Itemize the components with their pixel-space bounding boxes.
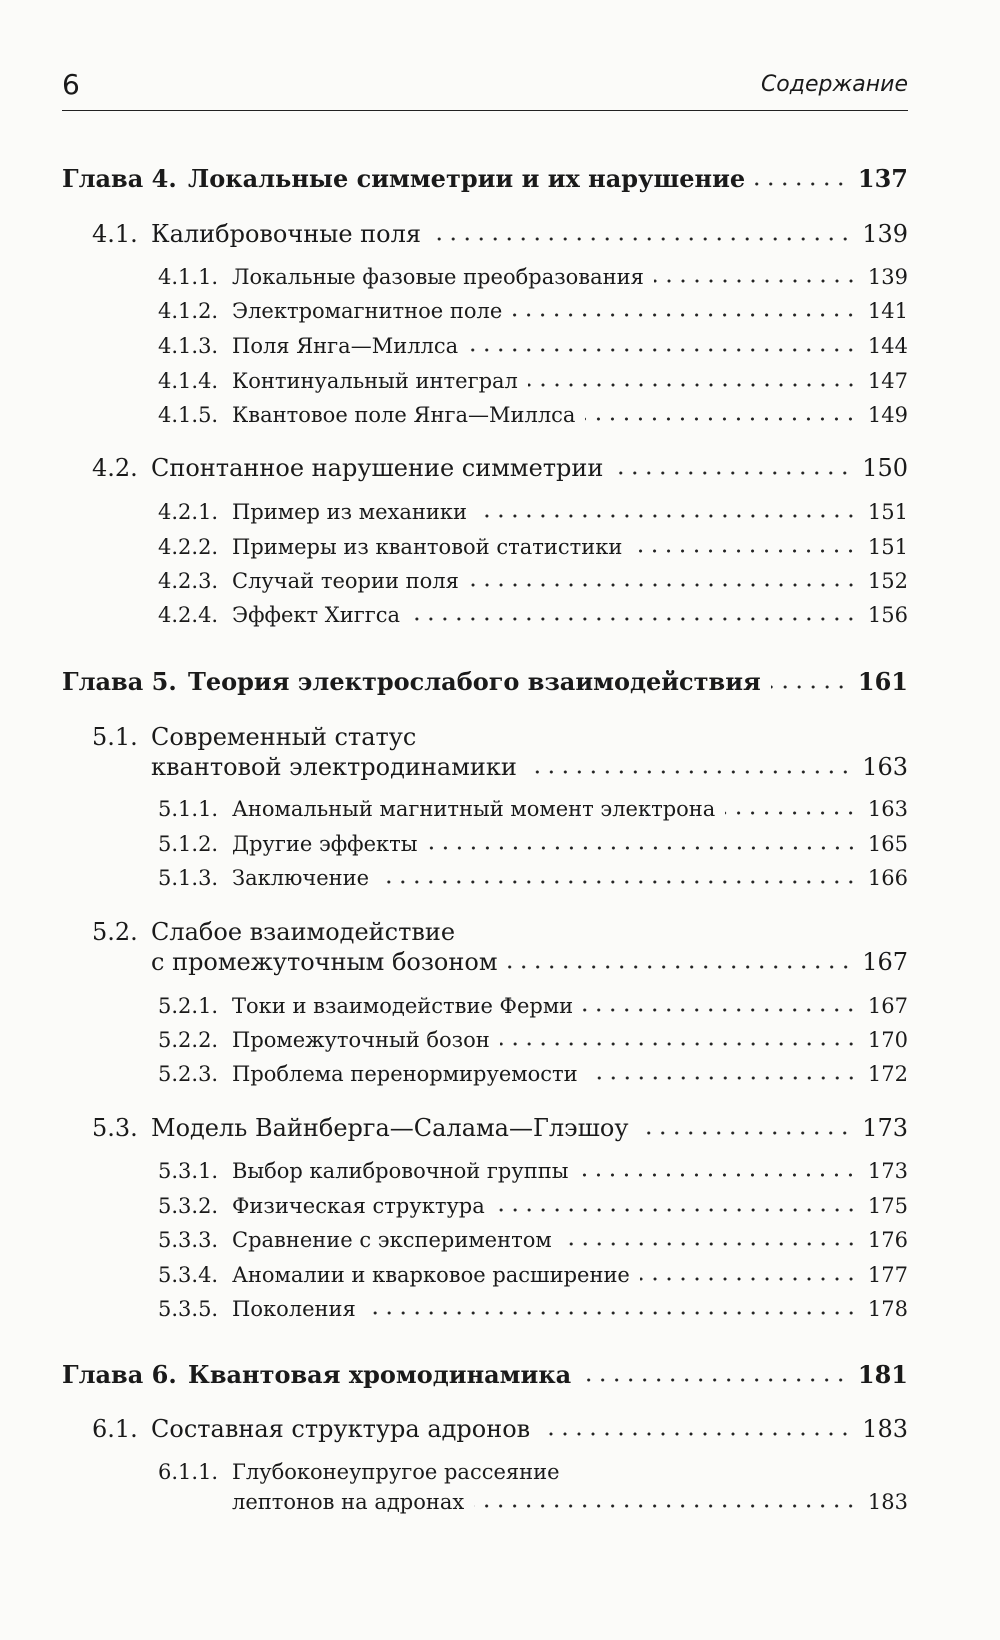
entry-number: 5.1.2. [158,832,219,856]
entry-title: Заключение [232,866,370,890]
entry-number: 4.2.2. [158,535,219,559]
toc-entry[interactable] [158,1028,908,1052]
entry-page-number: 139 [862,220,908,248]
entry-title: Локальные симметрии и их нарушение [188,164,746,193]
toc-entry[interactable] [158,1194,908,1218]
entry-title: квантовой электродинамики [151,753,517,781]
toc-entry-title-line1: Слабое взаимодействие [151,918,456,946]
running-title: Содержание [760,72,908,97]
entry-number: 5.2. [92,918,138,946]
dot-leader [588,1075,858,1081]
dot-leader [431,236,852,242]
entry-page-number: 139 [867,265,908,289]
toc-chapter[interactable] [62,667,908,696]
entry-title: Другие эффекты [232,832,418,856]
dot-leader [632,548,858,554]
toc-entry[interactable] [158,603,908,627]
toc-entry[interactable] [92,454,908,482]
entry-number: 5.3.5. [158,1297,219,1321]
dot-leader [428,845,858,851]
entry-title: Выбор калибровочной группы [232,1159,569,1183]
page-number: 6 [62,68,80,101]
entry-page-number: 176 [867,1228,908,1252]
dot-leader [527,769,852,775]
entry-number: 4.1.5. [158,403,219,427]
toc-entry[interactable] [158,1263,908,1287]
dot-leader [500,1041,858,1047]
entry-page-number: 149 [867,403,908,427]
entry-number: 5.3.2. [158,1194,219,1218]
toc-entry[interactable] [158,369,908,393]
entry-page-number: 183 [862,1415,908,1443]
entry-page-number: 156 [867,603,908,627]
entry-number: 5.3.3. [158,1228,219,1252]
entry-page-number: 183 [867,1490,908,1514]
entry-page-number: 170 [867,1028,908,1052]
toc-entry[interactable] [158,299,908,323]
entry-page-number: 152 [867,569,908,593]
toc-entry[interactable] [158,403,908,427]
entry-page-number: 166 [867,866,908,890]
entry-title: Поля Янга—Миллса [232,334,459,358]
dot-leader [474,1503,858,1509]
entry-page-number: 177 [867,1263,908,1287]
entry-number: Глава 4. [62,164,177,193]
entry-title: Аномалии и кварковое расширение [232,1263,630,1287]
entry-title: Сравнение с экспериментом [232,1228,552,1252]
entry-page-number: 163 [862,753,908,781]
dot-leader [638,1130,852,1136]
entry-page-number: 141 [867,299,908,323]
dot-leader [562,1241,858,1247]
toc-entry[interactable] [158,334,908,358]
entry-number: 5.1.3. [158,866,219,890]
entry-title: Модель Вайнберга—Салама—Глэшоу [151,1114,629,1142]
dot-leader [468,347,858,353]
dot-leader [528,382,858,388]
toc-entry[interactable] [158,797,908,821]
entry-title: Аномальный магнитный момент электрона [232,797,716,821]
dot-leader [725,810,858,816]
entry-title: Квантовое поле Янга—Миллса [232,403,576,427]
entry-number: 4.1. [92,220,138,248]
entry-number: Глава 6. [62,1360,177,1389]
entry-title: лептонов на адронах [232,1490,465,1514]
entry-title: Калибровочные поля [151,220,421,248]
entry-number: 4.2. [92,454,138,482]
toc-entry[interactable] [158,1297,908,1321]
entry-title: Физическая структура [232,1194,485,1218]
entry-number: 4.1.4. [158,369,219,393]
entry-number: 5.2.2. [158,1028,219,1052]
entry-title: Теория электрослабого взаимодействия [188,667,761,696]
header-rule [62,110,908,111]
entry-title: Примеры из квантовой статистики [232,535,623,559]
dot-leader [379,879,858,885]
entry-title: Проблема перенормируемости [232,1062,578,1086]
toc-chapter[interactable] [62,164,908,193]
toc-entry[interactable] [158,1159,908,1183]
dot-leader [613,470,852,476]
dot-leader [512,312,858,318]
dot-leader [771,684,848,690]
dot-leader [508,964,853,970]
entry-number: 4.1.1. [158,265,219,289]
entry-title: Электромагнитное поле [232,299,503,323]
entry-title: Составная структура адронов [151,1415,531,1443]
toc-entry[interactable] [158,866,908,890]
entry-title: Континуальный интеграл [232,369,518,393]
entry-number: 5.1.1. [158,797,219,821]
entry-page-number: 181 [857,1360,908,1389]
toc-entry[interactable] [158,535,908,559]
dot-leader [585,416,857,422]
dot-leader [583,1007,858,1013]
dot-leader [581,1377,848,1383]
entry-number: 4.2.3. [158,569,219,593]
toc-entry[interactable] [92,1415,908,1443]
entry-page-number: 163 [867,797,908,821]
entry-page-number: 167 [862,948,908,976]
entry-number: 5.2.3. [158,1062,219,1086]
entry-number: 5.1. [92,723,138,751]
dot-leader [495,1207,858,1213]
entry-number: 5.3.4. [158,1263,219,1287]
toc-chapter[interactable] [62,1360,908,1389]
entry-page-number: 165 [867,832,908,856]
toc-entry[interactable] [92,1114,908,1142]
entry-number: 5.3. [92,1114,138,1142]
entry-page-number: 147 [867,369,908,393]
dot-leader [477,513,858,519]
entry-title: Случай теории поля [232,569,459,593]
dot-leader [410,616,858,622]
entry-title: Эффект Хиггса [232,603,401,627]
entry-page-number: 144 [867,334,908,358]
toc-entry[interactable] [158,994,908,1018]
toc-entry[interactable] [158,265,908,289]
dot-leader [578,1172,857,1178]
entry-page-number: 172 [867,1062,908,1086]
dot-leader [654,278,858,284]
entry-page-number: 161 [857,667,908,696]
toc-entry[interactable] [92,220,908,248]
entry-number: 4.1.2. [158,299,219,323]
entry-page-number: 137 [857,164,908,193]
entry-number: 4.1.3. [158,334,219,358]
toc-entry[interactable] [158,832,908,856]
entry-number: 5.3.1. [158,1159,219,1183]
entry-page-number: 175 [867,1194,908,1218]
entry-number: 4.2.1. [158,500,219,524]
entry-number: 6.1.1. [158,1460,219,1484]
dot-leader [366,1310,858,1316]
entry-title: Поколения [232,1297,356,1321]
entry-title: Токи и взаимодействие Ферми [232,994,574,1018]
entry-title: Спонтанное нарушение симметрии [151,454,604,482]
entry-number: 5.2.1. [158,994,219,1018]
entry-number: 4.2.4. [158,603,219,627]
dot-leader [640,1276,858,1282]
entry-number: 6.1. [92,1415,138,1443]
entry-page-number: 178 [867,1297,908,1321]
toc-entry-title-line1: Глубоконеупругое рассеяние [232,1460,560,1484]
dot-leader [469,582,858,588]
entry-title: Квантовая хромодинамика [188,1360,572,1389]
toc-entry[interactable] [158,1228,908,1252]
entry-number: Глава 5. [62,667,177,696]
entry-page-number: 167 [867,994,908,1018]
toc-entry-title-line1: Современный статус [151,723,417,751]
dot-leader [755,181,848,187]
entry-page-number: 151 [867,535,908,559]
entry-title: Промежуточный бозон [232,1028,490,1052]
toc-entry[interactable] [158,569,908,593]
entry-page-number: 173 [867,1159,908,1183]
entry-title: с промежуточным бозоном [151,948,498,976]
entry-title: Локальные фазовые преобразования [232,265,644,289]
toc-entry[interactable] [158,500,908,524]
dot-leader [540,1431,852,1437]
toc-entry[interactable] [158,1062,908,1086]
entry-title: Пример из механики [232,500,467,524]
entry-page-number: 173 [862,1114,908,1142]
entry-page-number: 150 [862,454,908,482]
entry-page-number: 151 [867,500,908,524]
